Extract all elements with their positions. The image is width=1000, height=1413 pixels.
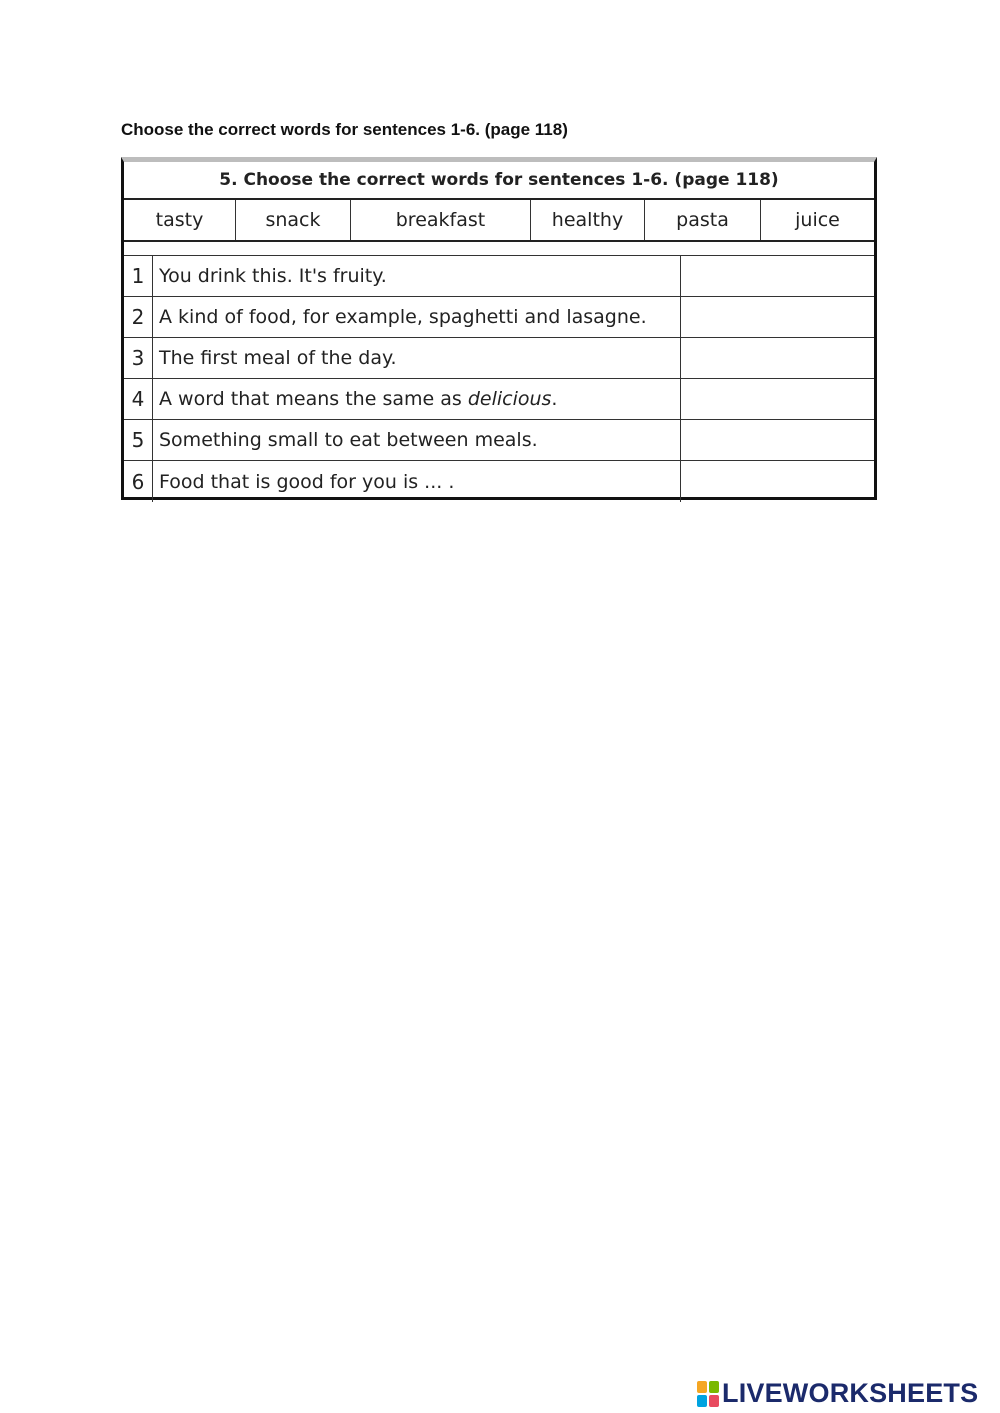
question-row	[124, 379, 874, 420]
question-row	[124, 256, 874, 297]
logo-mark-tile	[709, 1395, 719, 1407]
question-text: Food that is good for you is ... .	[153, 461, 681, 502]
question-text-end: .	[551, 388, 558, 410]
question-number: 5	[124, 420, 153, 460]
question-text: The first meal of the day.	[153, 338, 681, 378]
answer-box-2[interactable]	[681, 297, 874, 337]
question-row	[124, 420, 874, 461]
answer-box-6[interactable]	[681, 461, 874, 502]
worksheet-table	[121, 157, 877, 500]
word-bank-item: pasta	[645, 200, 761, 240]
word-bank-item: juice	[795, 209, 840, 231]
question-row	[124, 338, 874, 379]
question-row	[124, 297, 874, 338]
logo-mark-tile	[697, 1381, 707, 1393]
word-bank-item: healthy	[531, 200, 645, 240]
word-bank-item: tasty	[124, 200, 236, 240]
question-text: You drink this. It's fruity.	[153, 256, 681, 296]
answer-box-1[interactable]	[681, 256, 874, 296]
question-text: Something small to eat between meals.	[153, 420, 681, 460]
question-number: 1	[124, 256, 153, 296]
word-bank-item: snack	[236, 200, 351, 240]
question-text: A kind of food, for example, spaghetti and lasagne.	[153, 297, 681, 337]
answer-box-4[interactable]	[681, 379, 874, 419]
logo-mark-tile	[697, 1395, 707, 1407]
liveworksheets-logo	[697, 1378, 978, 1409]
question-number: 4	[124, 379, 153, 419]
question-text	[153, 379, 681, 419]
question-text-italic: delicious	[467, 388, 552, 410]
logo-text: LIVEWORKSHEETS	[722, 1378, 979, 1408]
question-number: 2	[124, 297, 153, 337]
answer-box-3[interactable]	[681, 338, 874, 378]
logo-mark-tile	[709, 1381, 719, 1393]
answer-box-5[interactable]	[681, 420, 874, 460]
table-spacer	[124, 242, 874, 256]
page-instruction: Choose the correct words for sentences 1-6. (page 118)	[121, 120, 568, 139]
logo-mark-icon	[697, 1381, 719, 1407]
question-text-start: A word that means the same as	[159, 388, 468, 410]
worksheet-title: 5. Choose the correct words for sentences 1-6. (page 118)	[124, 162, 874, 200]
word-bank-item: breakfast	[351, 200, 531, 240]
question-number: 6	[124, 461, 153, 502]
question-number: 3	[124, 338, 153, 378]
question-row	[124, 461, 874, 502]
word-bank	[124, 200, 874, 242]
